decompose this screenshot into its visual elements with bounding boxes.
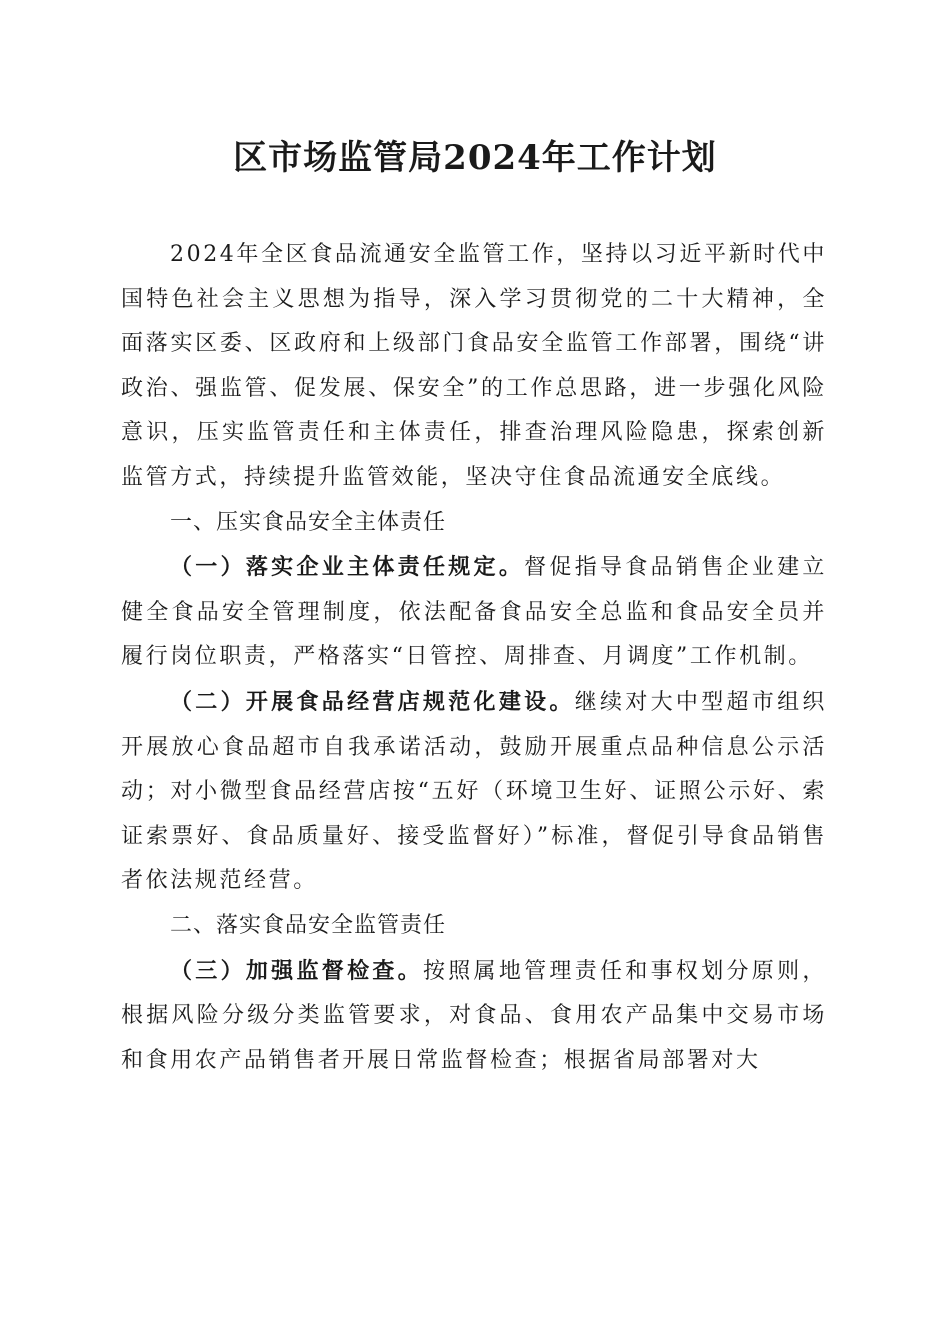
section-heading-2: 二、落实食品安全监管责任 (170, 912, 447, 938)
item-lead-3: （三）加强监督检查。 (170, 957, 423, 984)
item-text-3: 按照属地管理责任和事权划分原则，根据风险分级分类监管要求，对食品、食用农产品集中交易市场和食用农产品销售者开展日常监督检查；根据省局部署对大 (121, 958, 827, 1073)
item-text-1: 督促指导食品销售企业建立健全食品安全管理制度，依法配备食品安全总监和食品安全员并履行岗位职责，严格落实“日管控、周排查、月调度”工作机制。 (121, 555, 827, 670)
intro-paragraph: 2024年全区食品流通安全监管工作，坚持以习近平新时代中国特色社会主义思想为指导，深入学习贯彻党的二十大精神，全面落实区委、区政府和上级部门食品安全监管工作部署，围绕“讲政治、强监管、促发展、保安全”的工作总思路，进一步强化风险意识，压实监管责任和主体责任，排查治理风险隐患，探索创新监管方式，持续提升监管效能，坚决守住食品流通安全底线。 (121, 242, 827, 490)
item-lead-1: （一）落实企业主体责任规定。 (170, 554, 525, 581)
section-heading-1: 一、压实食品安全主体责任 (170, 509, 447, 535)
item-lead-2: （二）开展食品经营店规范化建设。 (170, 688, 575, 715)
item-paragraph-1 (121, 545, 827, 680)
document-title: 区市场监管局2024年工作计划 (233, 138, 717, 178)
document-body (121, 233, 827, 1083)
item-text-2: 继续对大中型超市组织开展放心食品超市自我承诺活动，鼓励开展重点品种信息公示活动；对小微型食品经营店按“五好（环境卫生好、证照公示好、索证索票好、食品质量好、接受监督好）”标准，督促引导食品销售者依法规范经营。 (121, 689, 827, 894)
item-paragraph-2 (121, 680, 827, 904)
item-paragraph-3 (121, 949, 827, 1084)
